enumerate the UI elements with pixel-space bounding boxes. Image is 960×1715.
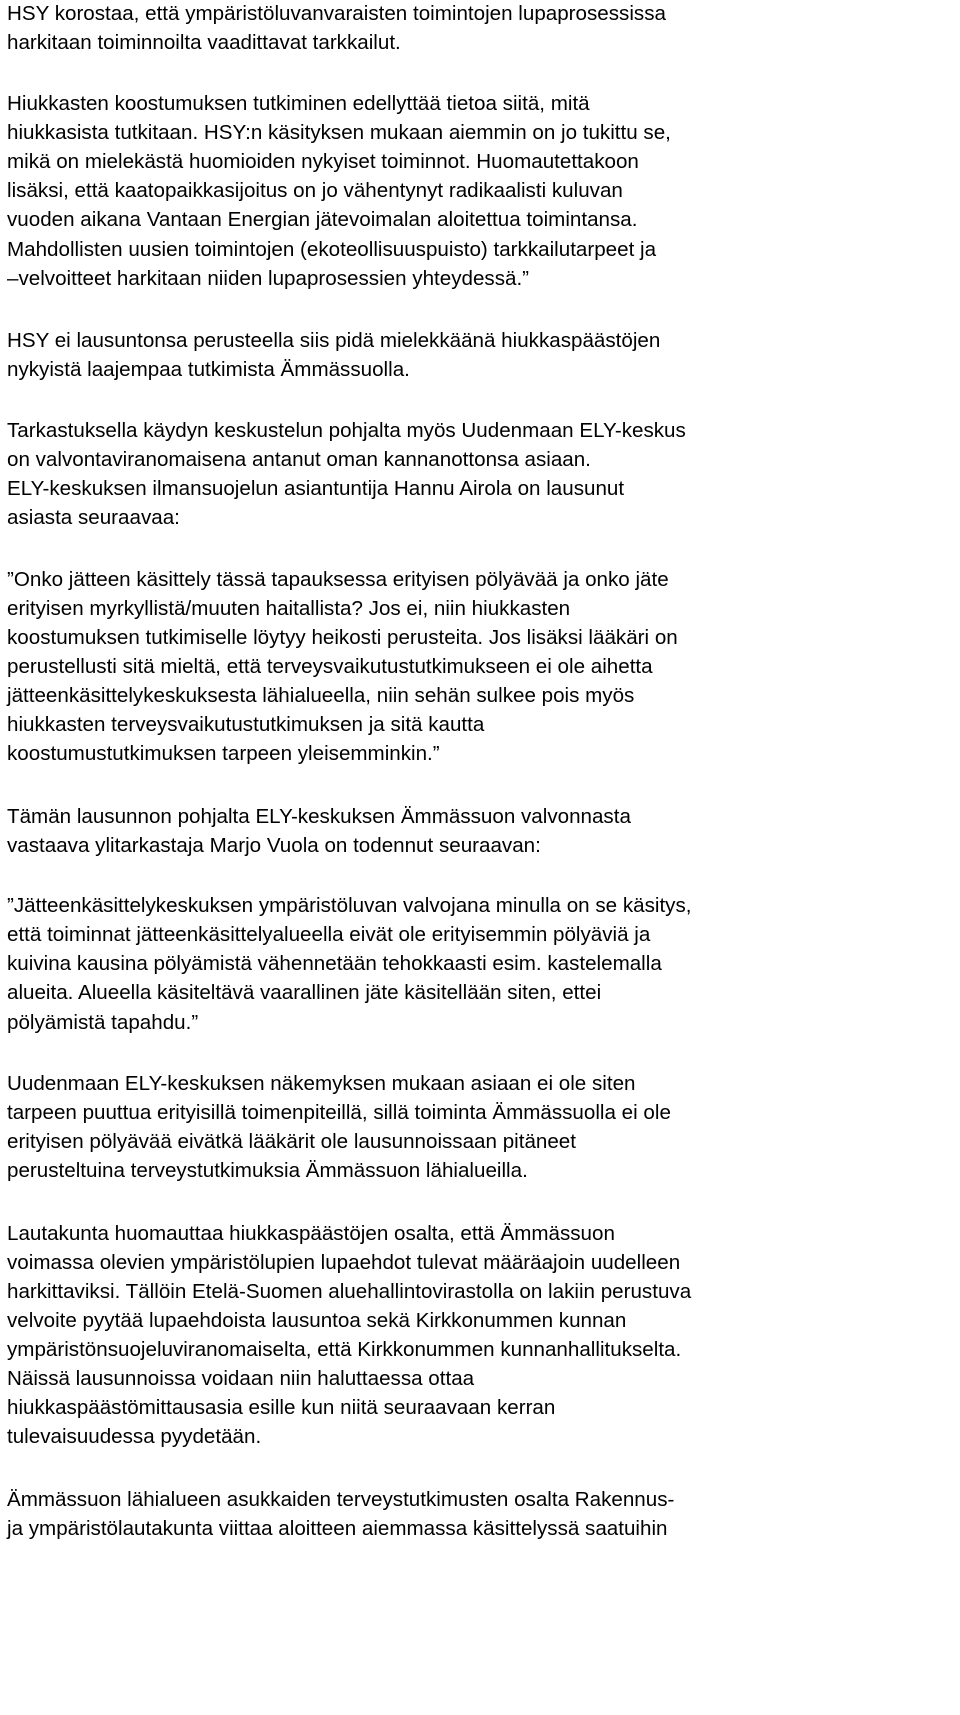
text-line: lisäksi, että kaatopaikkasijoitus on jo vähentynyt radikaalisti kuluvan (7, 179, 623, 202)
text-line: HSY ei lausuntonsa perusteella siis pidä mielekkäänä hiukkaspäästöjen (7, 329, 661, 352)
text-line: nykyistä laajempaa tutkimista Ämmässuolla. (7, 358, 410, 381)
text-line: Ämmässuon lähialueen asukkaiden terveystutkimusten osalta Rakennus- (7, 1488, 675, 1511)
text-line: koostumuksen tutkimiselle löytyy heikosti perusteita. Jos lisäksi lääkäri on (7, 626, 678, 649)
text-line: on valvontaviranomaisena antanut oman kannanottonsa asiaan. (7, 448, 591, 471)
text-line: ympäristönsuojeluviranomaiselta, että Kirkkonummen kunnanhallitukselta. (7, 1338, 682, 1361)
text-line: jätteenkäsittelykeskuksesta lähialueella, niin sehän sulkee pois myös (7, 684, 635, 707)
text-line: Tarkastuksella käydyn keskustelun pohjalta myös Uudenmaan ELY-keskus (7, 419, 686, 442)
text-line: Uudenmaan ELY-keskuksen näkemyksen mukaan asiaan ei ole siten (7, 1072, 636, 1095)
text-line: harkitaan toiminnoilta vaadittavat tarkkailut. (7, 31, 401, 54)
text-line: erityisen pölyävää eivätkä lääkärit ole lausunnoissaan pitäneet (7, 1130, 576, 1153)
text-line: kuivina kausina pölyämistä vähennetään tehokkaasti esim. kastelemalla (7, 952, 662, 975)
text-line: ”Jätteenkäsittelykeskuksen ympäristöluvan valvojana minulla on se käsitys, (7, 894, 692, 917)
text-line: että toiminnat jätteenkäsittelyalueella eivät ole erityisemmin pölyäviä ja (7, 923, 651, 946)
text-line: Tämän lausunnon pohjalta ELY-keskuksen Ämmässuon valvonnasta (7, 805, 631, 828)
text-line: harkittaviksi. Tällöin Etelä-Suomen aluehallintovirastolla on lakiin perustuva (7, 1280, 692, 1303)
text-line: velvoite pyytää lupaehdoista lausuntoa sekä Kirkkonummen kunnan (7, 1309, 627, 1332)
text-line: hiukkasista tutkitaan. HSY:n käsityksen mukaan aiemmin on jo tukittu se, (7, 121, 671, 144)
text-line: mikä on mielekästä huomioiden nykyiset toiminnot. Huomautettakoon (7, 150, 639, 173)
text-line: pölyämistä tapahdu.” (7, 1011, 199, 1034)
text-line: vastaava ylitarkastaja Marjo Vuola on todennut seuraavan: (7, 834, 541, 857)
text-line: voimassa olevien ympäristölupien lupaehdot tulevat määräajoin uudelleen (7, 1251, 681, 1274)
text-line: erityisen myrkyllistä/muuten haitallista? Jos ei, niin hiukkasten (7, 597, 571, 620)
text-line: Lautakunta huomauttaa hiukkaspäästöjen osalta, että Ämmässuon (7, 1222, 615, 1245)
text-line: ja ympäristölautakunta viittaa aloitteen aiemmassa käsittelyssä saatuihin (7, 1517, 668, 1540)
text-line: ELY-keskuksen ilmansuojelun asiantuntija Hannu Airola on lausunut (7, 477, 625, 500)
text-line: tarpeen puuttua erityisillä toimenpiteillä, sillä toiminta Ämmässuolla ei ole (7, 1101, 671, 1124)
text-line: hiukkasten terveysvaikutustutkimuksen ja sitä kautta (7, 713, 485, 736)
text-line: hiukkaspäästömittausasia esille kun niitä seuraavaan kerran (7, 1396, 556, 1419)
text-line: Mahdollisten uusien toimintojen (ekoteollisuuspuisto) tarkkailutarpeet ja (7, 238, 657, 261)
text-line: Hiukkasten koostumuksen tutkiminen edellyttää tietoa siitä, mitä (7, 92, 590, 115)
text-line: ”Onko jätteen käsittely tässä tapauksessa erityisen pölyävää ja onko jäte (7, 568, 669, 591)
text-line: alueita. Alueella käsiteltävä vaarallinen jäte käsitellään siten, ettei (7, 981, 602, 1004)
text-line: perustellusti sitä mieltä, että terveysvaikutustutkimukseen ei ole aihetta (7, 655, 653, 678)
text-line: –velvoitteet harkitaan niiden lupaprosessien yhteydessä.” (7, 267, 530, 290)
text-line: vuoden aikana Vantaan Energian jätevoimalan aloitettua toimintansa. (7, 208, 638, 231)
text-line: HSY korostaa, että ympäristöluvanvaraisten toimintojen lupaprosessissa (7, 2, 666, 25)
text-line: koostumustutkimuksen tarpeen yleisemminkin.” (7, 742, 440, 765)
text-line: asiasta seuraavaa: (7, 506, 180, 529)
text-line: perusteltuina terveystutkimuksia Ämmässuon lähialueilla. (7, 1159, 528, 1182)
text-line: tulevaisuudessa pyydetään. (7, 1425, 262, 1448)
text-line: Näissä lausunnoissa voidaan niin haluttaessa ottaa (7, 1367, 475, 1390)
